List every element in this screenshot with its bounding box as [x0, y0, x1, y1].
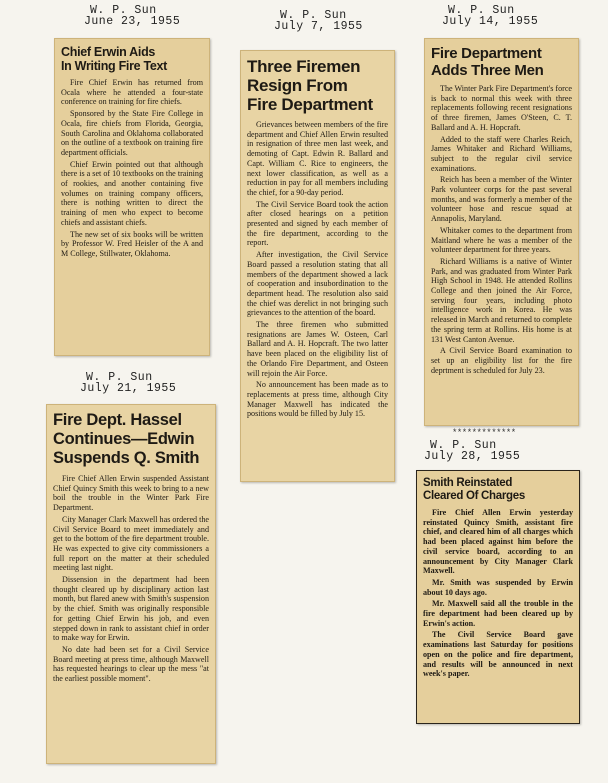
clipping-body [247, 120, 388, 419]
paragraph: Fire Chief Allen Erwin suspended Assistant Chief Quincy Smith this week to bring to a new boil the trouble in the Winter Park Fire Department. [53, 474, 209, 513]
date-stamp-june-23 [84, 5, 180, 27]
paragraph: Dissension in the department had been thought cleared up by disciplinary action last month, but flared anew with Smith's suspension by the chief. Smith was originally responsible for getting Chief Erwin his job, and even stepped down in rank to assistant chief in order to make way for Erwin. [53, 575, 209, 643]
clipping-headline: Fire Dept. Hassel Continues—Edwin Suspends Q. Smith [53, 411, 200, 467]
paragraph: City Manager Clark Maxwell has ordered the Civil Service Board to meet immediately and get to the bottom of the fire department trouble. He was expected to give city commissioners a full report on the matter at their scheduled meeting last night. [53, 514, 209, 573]
paragraph: Chief Erwin pointed out that although there is a set of 10 textbooks on the training of rookies, and another containing five volumes on training company officers, there is nothing written to direct the training of men who expect to become chiefs and assistant chiefs. [61, 159, 203, 227]
paragraph: A Civil Service Board examination to set up an eligibility list for the fire deprtment is scheduled for July 23. [431, 346, 572, 375]
clipping-headline: Chief Erwin Aids In Writing Fire Text [61, 45, 168, 73]
paragraph: Richard Williams is a native of Winter Park, and was graduated from Winter Park High School in 1948. He attended Rollins College and then joined the Air Force, serving four years, including photo intelligence work in Korea. He was released in March and returned to complete the spring term at Rollins. His home is at 131 West Canton Avenue. [431, 256, 572, 344]
stamp-source: W. P. Sun [430, 439, 497, 452]
stamp-date: July 7, 1955 [274, 20, 363, 33]
clipping-body [423, 508, 573, 679]
clipping-chief-erwin-aids [54, 38, 210, 356]
clipping-headline: Three Firemen Resign From Fire Department [247, 57, 373, 114]
paragraph: After investigation, the Civil Service Board passed a resolution stating that all members of the department showed a lack of cooperation and insubordination to the department head. The resolution also said the chief was derelict in not bringing such grievances to the attention of the board. [247, 250, 388, 318]
clipping-three-firemen-resign [240, 50, 395, 482]
clipping-smith-reinstated [416, 470, 580, 724]
paragraph: The Winter Park Fire Department's force is back to normal this week with three replacements following recent resignations of three firemen, James O'Steen, C. T. Ballard and A. H. Hopcraft. [431, 84, 573, 132]
clipping-body [53, 474, 209, 684]
stamp-date: June 23, 1955 [84, 15, 181, 28]
paragraph: Sponsored by the State Fire College in Ocala, fire chiefs from Florida, Georgia, South Carolina and Oklahoma collaborated on the outline of a textbook on training fire department officials. [61, 109, 203, 157]
paragraph: The three firemen who submitted resignations are James W. Osteen, Carl Ballard and A. H. Hopcraft. The two latter have been placed on the eligibility list of the Orlando Fire Department, and Osteen will rejoin the Air Force. [247, 320, 388, 378]
stamp-source: W. P. Sun [448, 4, 515, 17]
clipping-headline: Fire Department Adds Three Men [431, 45, 544, 79]
paragraph: Mr. Maxwell said all the trouble in the fire department had been cleared up by Erwin's action. [423, 599, 573, 628]
paragraph: The Civil Service Board took the action after closed hearings on a petition presented and signed by each member of the fire department, according to the report. [247, 199, 388, 248]
paragraph: The Civil Service Board gave examinations last Saturday for positions open on the police and fire department, and results will be announced in next week's paper. [423, 630, 573, 679]
paragraph: Whitaker comes to the department from Maitland where he was a member of the volunteer department for three years. [431, 225, 572, 255]
stamp-source: W. P. Sun [86, 371, 153, 384]
paragraph: Grievances between members of the fire department and Chief Allen Erwin resulted in resignation of three men last week, and demoting of Capt. Edwin R. Ballard and Capt. William C. Rice to engineers, the next lower classification, as well as a reduction in pay for all members including the chief, for a 90-day period. [247, 120, 388, 197]
paragraph: Fire Chief Erwin has returned from Ocala where he attended a four-state conference on training for fire chiefs. [61, 78, 203, 107]
stamp-source: W. P. Sun [90, 4, 157, 17]
stamp-date: July 28, 1955 [424, 450, 521, 463]
stamp-date: July 14, 1955 [442, 15, 539, 28]
paragraph: No date had been set for a Civil Service Board meeting at press time, although Maxwell has requested hearings to clear up the mess "at the earliest possible moment". [53, 644, 209, 684]
date-stamp-july-21 [80, 372, 176, 394]
clipping-fire-department-adds [424, 38, 579, 426]
paragraph: No announcement has been made as to replacements at press time, although City Manager Maxwell has indicated the positions would be filled by July 15. [247, 380, 388, 419]
paragraph: The new set of six books will be written by Professor W. Fred Heisler of the A and M College, Stillwater, Oklahoma. [61, 229, 203, 258]
clipping-body [431, 84, 572, 375]
separator-stars: ************* [452, 428, 516, 438]
paragraph: Added to the staff were Charles Reich, James Whitaker and Richard Williams, subject to the regular civil service examinations. [431, 134, 572, 173]
stamp-source: W. P. Sun [280, 9, 347, 22]
clipping-body [61, 78, 203, 259]
clipping-headline: Smith Reinstated Cleared Of Charges [423, 477, 525, 502]
paragraph: Fire Chief Allen Erwin yesterday reinstated Quincy Smith, assistant fire chief, and cleared him of all charges which had been placed against him before the civil service board, according to an announcement by City Manager Clark Maxwell. [423, 508, 573, 576]
paragraph: Mr. Smith was suspended by Erwin about 10 days ago. [423, 577, 573, 597]
date-stamp-july-28 [424, 440, 520, 462]
date-stamp-july-14 [442, 5, 538, 27]
stamp-date: July 21, 1955 [80, 382, 177, 395]
date-stamp-july-7 [274, 10, 363, 32]
paragraph: Reich has been a member of the Winter Park volunteer corps for the past several months, and was formerly a member of the volunteer hose and rescue squad at Annapolis, Maryland. [431, 175, 572, 224]
clipping-fire-dept-hassel [46, 404, 216, 764]
